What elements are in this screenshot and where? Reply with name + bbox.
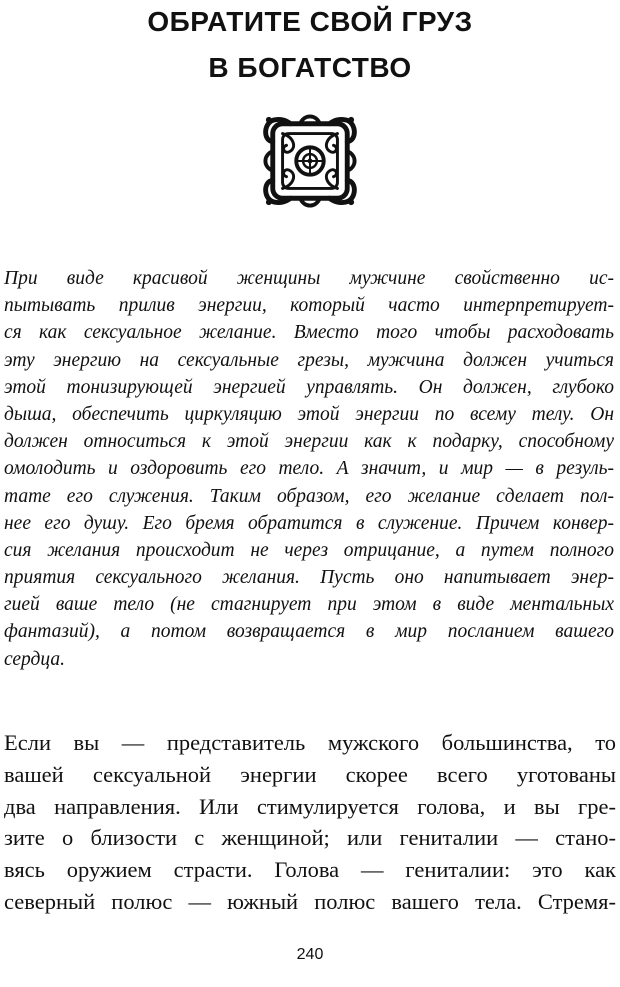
text-line: гией ваше тело (не стагнирует при этом в виде ментальных [4,594,614,616]
text-line: сия желания происходит не через отрицание, а путем полного [4,539,614,561]
text-line: два направления. Или стимулируется голова, и вы гре- [4,793,616,819]
text-line: При виде красивой женщины мужчине свойственно ис- [4,268,614,289]
text-line: пытывать прилив энергии, который часто интерпретирует- [4,295,614,317]
text-line: сердца. [4,648,66,670]
page-number: 240 [296,946,324,963]
text-line: Если вы — представитель мужского большинства, то [4,730,616,755]
text-line: вясь оружием страсти. Голова — гениталии: это как [4,857,616,883]
text-line: должен относиться к этой энергии как к подарку, способному [4,431,614,453]
text-line: зите о близости с женщиной; или гениталии — стано- [4,825,616,851]
text-line: северный полюс — южный полюс вашего тела. Стремя- [4,888,616,914]
text-line: нее его душу. Его бремя обратится в служение. Причем конвер- [4,512,614,534]
text-line: ся как сексуальное желание. Вместо того чтобы расходовать [4,322,614,344]
text-line: тате его служения. Таким образом, его желание сделает пол- [4,485,614,507]
italic-epigraph-paragraph [4,265,614,673]
text-line: фантазий), а потом возвращается в мир посланием вашего [4,621,614,643]
text-line: омолодить и оздоровить его тело. А значит, и мир — в резуль- [4,458,614,480]
celtic-knot-ornament-icon [261,112,359,210]
text-line: этой тонизирующей энергией управлять. Он должен, глубоко [4,376,614,398]
chapter-title-line-2: В БОГАТСТВО [208,52,412,83]
text-line: приятия сексуального желания. Пусть оно напитывает энер- [4,567,614,589]
text-line: дыша, обеспечить циркуляцию этой энергии по всему телу. Он [4,403,614,425]
chapter-title-line-1: ОБРАТИТЕ СВОЙ ГРУЗ [147,6,473,37]
text-line: вашей сексуальной энергии скорее всего уготованы [4,761,616,787]
text-line: эту энергию на сексуальные грезы, мужчина должен учиться [4,349,614,371]
body-paragraph [4,727,616,918]
